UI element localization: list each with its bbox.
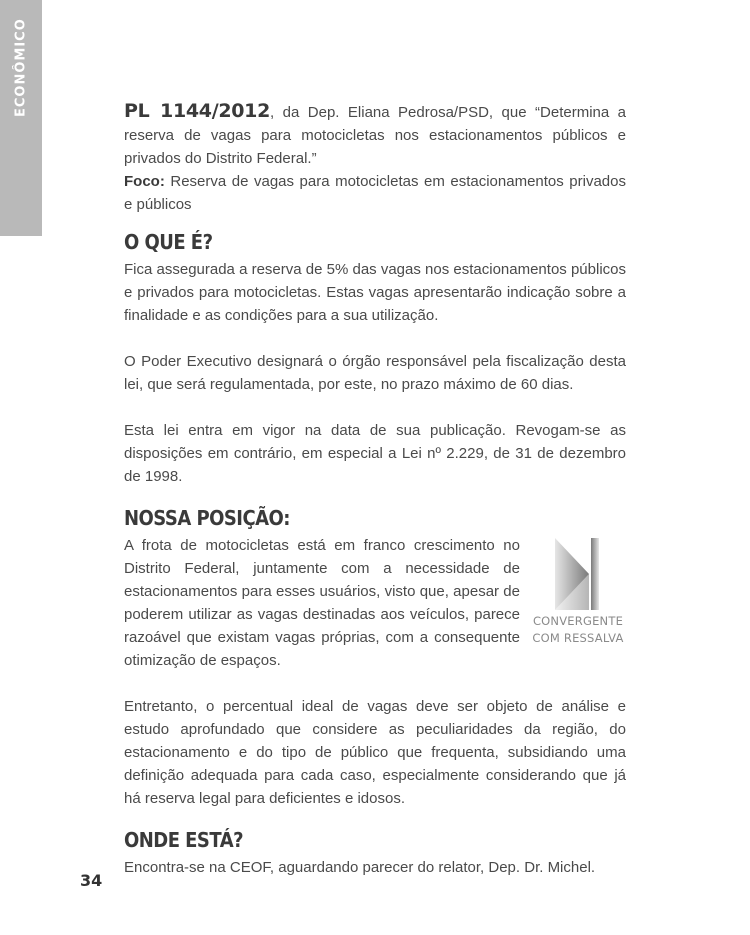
position-heading: NOSSA POSIÇÃO: [124,506,290,530]
section-side-tab-label: ECONÔMICO [13,18,29,117]
what-is-heading: O QUE É? [124,230,213,254]
where-heading: ONDE ESTÁ? [124,828,243,852]
what-is-paragraph-1: Fica assegurada a reserva de 5% das vagas nos estacionamentos públicos e privados para motocicletas. Estas vagas apresentarão indicação sobre a finalidade e as condições para a sua utilização. [124,261,626,324]
what-is-paragraph-2: O Poder Executivo designará o órgão responsável pela fiscalização desta lei, que será regulamentada, por este, no prazo máximo de 60 dias. [124,353,626,393]
focus-text: Reserva de vagas para motocicletas em estacionamentos privados e públicos [124,173,626,213]
convergent-with-reservation-icon [553,536,603,612]
position-badge [530,536,626,646]
bill-number: PL 1144/2012 [124,100,271,122]
position-block [124,534,626,672]
bill-description: , da Dep. Eliana Pedrosa/PSD, que “Determina a reserva de vagas para motocicletas nos estacionamentos públicos e privados do Distrito Federal.” [124,104,626,167]
position-paragraph-2: Entretanto, o percentual ideal de vagas deve ser objeto de análise e estudo aprofundado que considere as peculiaridades da região, do estacionamento e do tipo de público que frequenta, subsidiando uma definição adequada para cada caso, especialmente considerando que já há reserva legal para deficientes e idosos. [124,698,626,807]
badge-label-line-1: CONVERGENTE [532,614,624,628]
position-paragraph-1: A frota de motocicletas está em franco crescimento no Distrito Federal, juntamente com a necessidade de estacionamentos para esses usuários, visto que, apesar de poderem utilizar as vagas destinadas aos veículos, parece razoável que existam vagas próprias, com a consequente otimização de espaços. [124,537,520,669]
what-is-paragraph-3: Esta lei entra em vigor na data de sua publicação. Revogam-se as disposições em contrário, em especial a Lei nº 2.229, de 31 de dezembro de 1998. [124,422,626,485]
page-number: 34 [80,871,103,890]
section-side-tab [0,0,42,236]
badge-label-line-2: COM RESSALVA [532,631,624,645]
bill-intro [124,100,626,170]
page-content [124,100,626,879]
bill-focus [124,170,626,216]
focus-label: Foco: [124,173,165,190]
where-text: Encontra-se na CEOF, aguardando parecer do relator, Dep. Dr. Michel. [124,859,596,876]
